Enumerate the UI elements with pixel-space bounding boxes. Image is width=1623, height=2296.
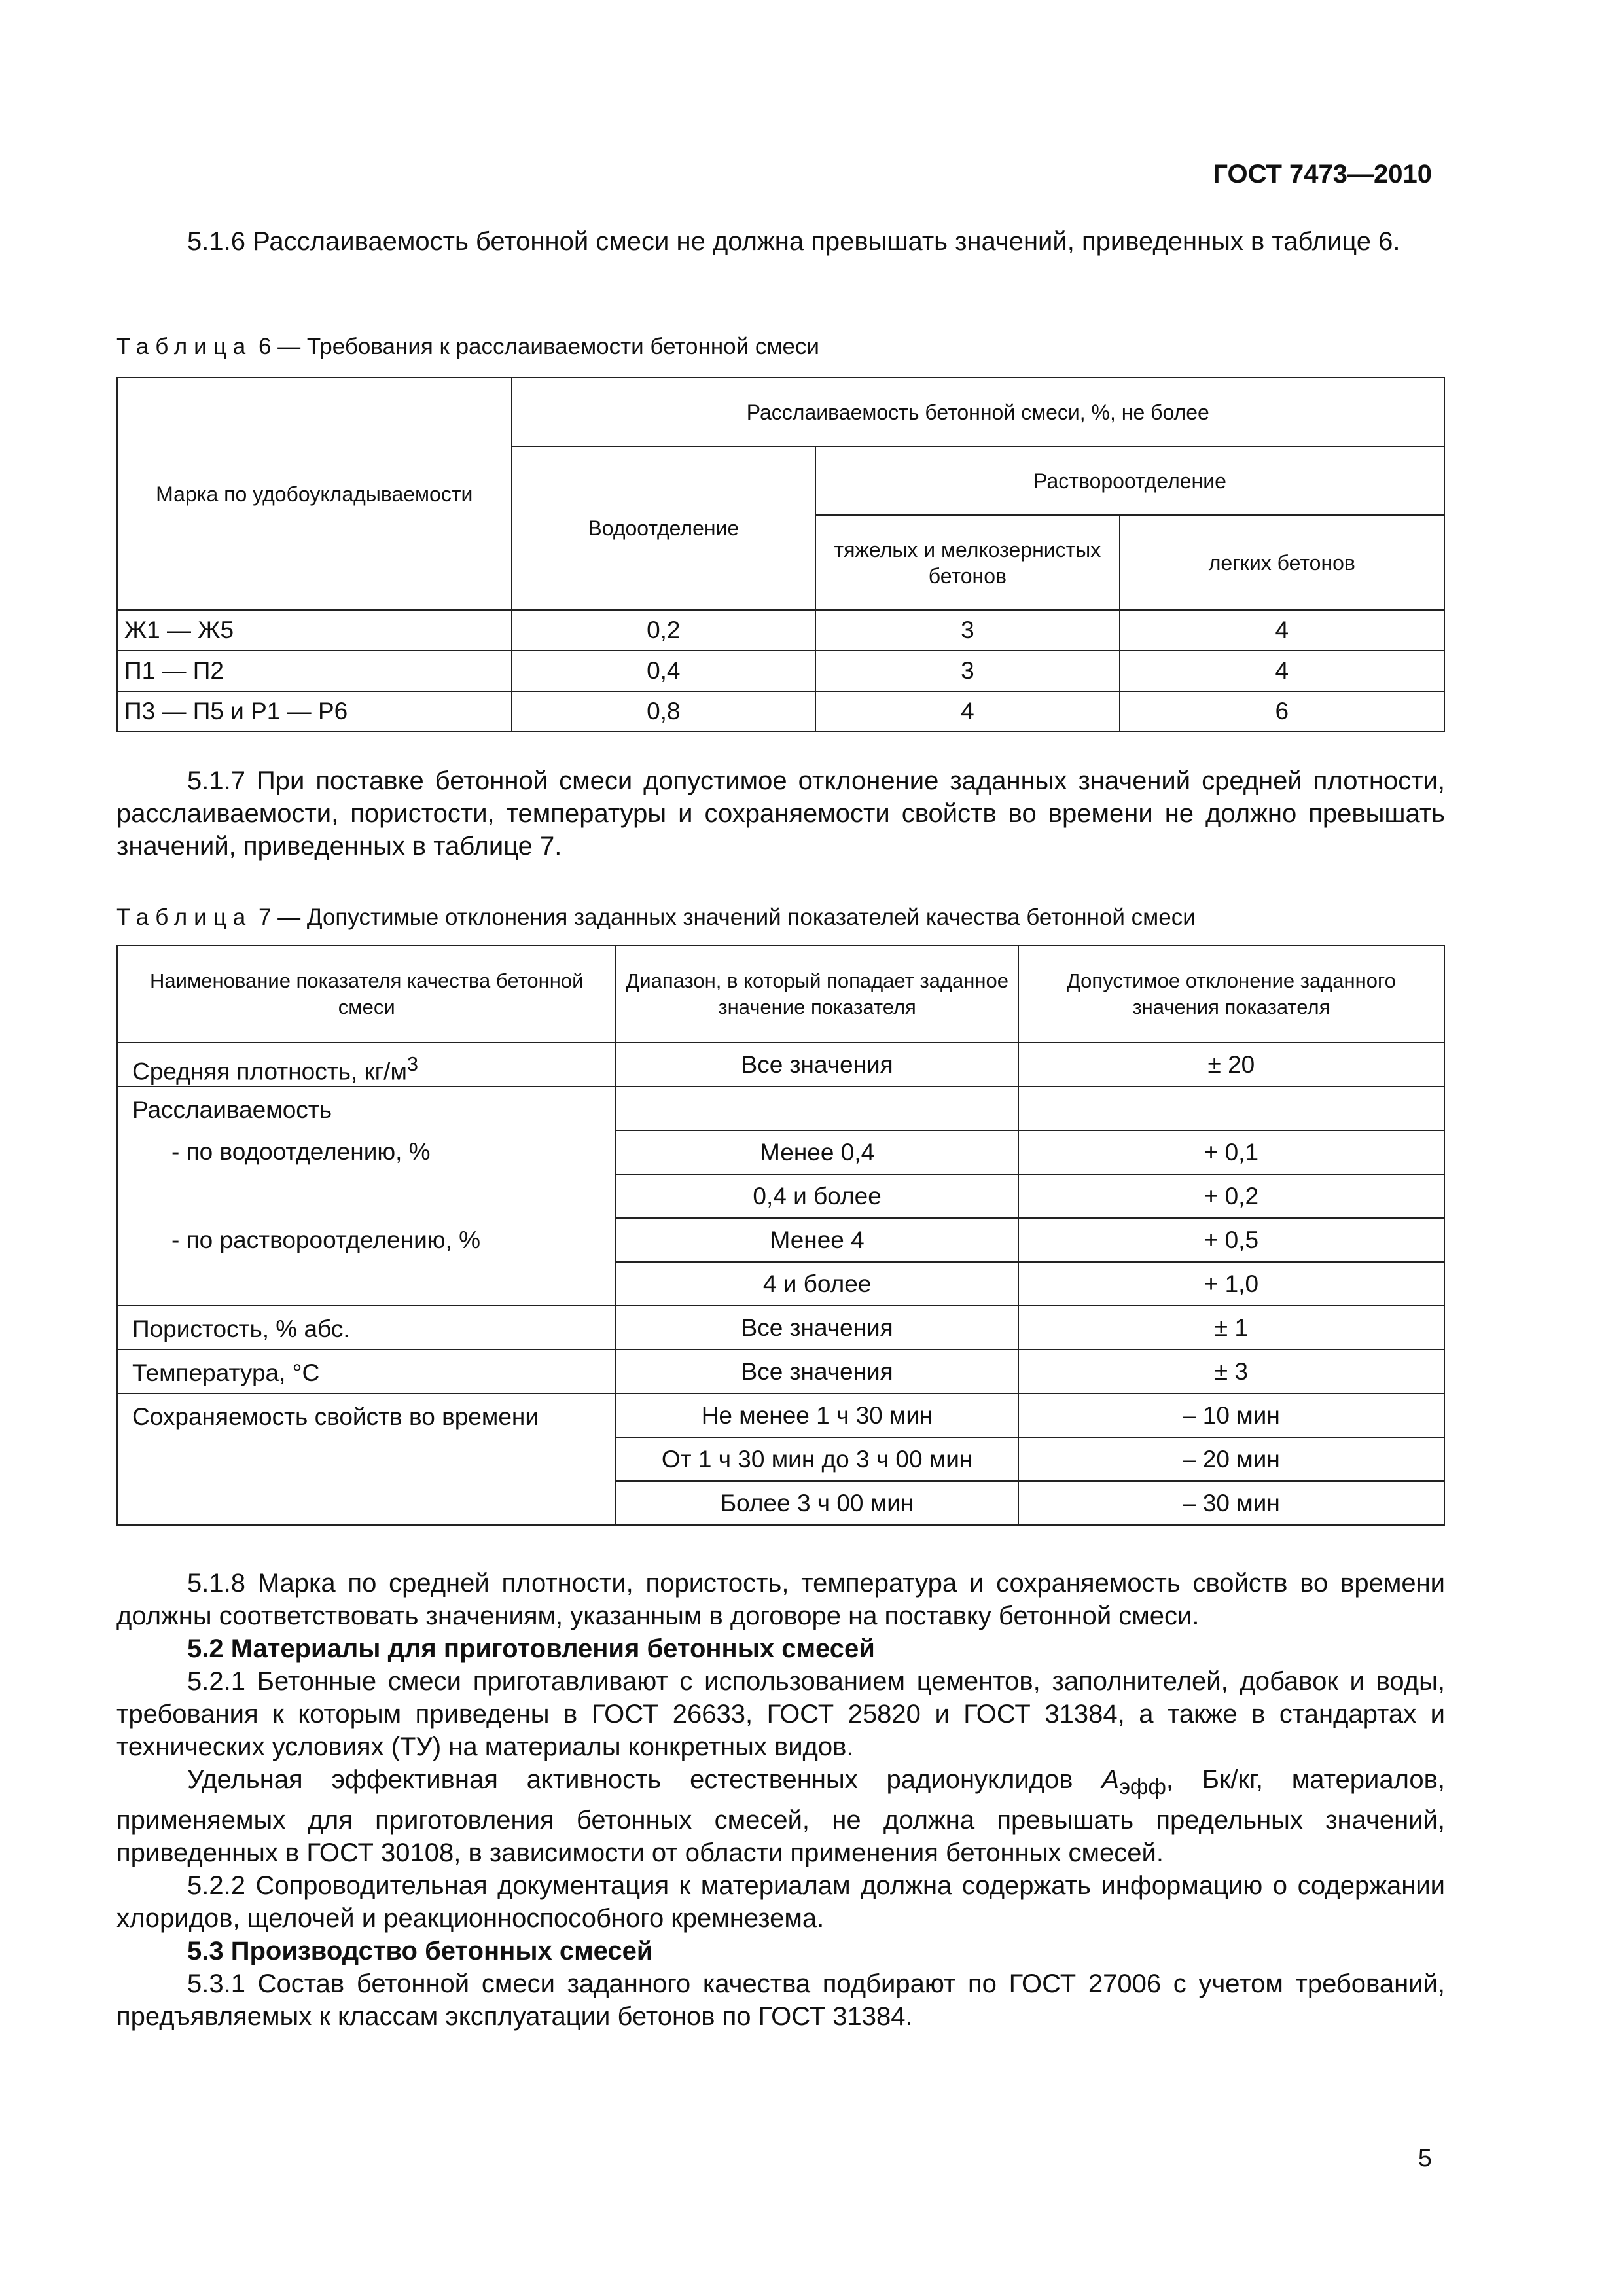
header-light-concretes: легких бетонов [1120,515,1444,610]
table-row [117,1393,1444,1437]
table-row [117,610,1444,651]
document-code: ГОСТ 7473—2010 [1213,160,1432,188]
table-6-caption [116,334,819,360]
cell-light: 4 [1120,610,1444,651]
table-6-caption-prefix: Таблица [116,334,253,359]
cell-deviation: + 0,1 [1018,1130,1444,1174]
cell-range: Более 3 ч 00 мин [616,1481,1018,1525]
paragraph-5-1-7: 5.1.7 При поставке бетонной смеси допустимое отклонение заданных значений средней плотности, расслаиваемости, пористости, температуры и сохраняемости свойств во времени не должно превышать значений, приведенных в таблице 7. [116,766,1445,861]
section-heading-5-3: 5.3 Производство бетонных смесей [187,1937,653,1965]
header-indicator-name: Наименование показателя качества бетонной смеси [117,946,616,1043]
cell-water: 0,4 [512,651,816,691]
cell-deviation: + 1,0 [1018,1262,1444,1306]
cell-deviation: + 0,5 [1018,1218,1444,1262]
cell-range: 0,4 и более [616,1174,1018,1218]
paragraph-5-1-7-block [116,764,1445,863]
paragraph-5-3-1: 5.3.1 Состав бетонной смеси заданного качества подбирают по ГОСТ 27006 с учетом требований, предъявляемых к классам эксплуатации бетонов по ГОСТ 31384. [116,1969,1445,2031]
table-row [117,1086,1444,1130]
by-mortar-label: - по раствороотделению, % [171,1227,480,1253]
cell-range: Менее 0,4 [616,1130,1018,1174]
header-heavy-concretes: тяжелых и мелкозернистых бетонов [815,515,1120,610]
header-mortar-separation: Раствороотделение [815,446,1444,515]
table-6-caption-text: 6 — Требования к расслаиваемости бетонной смеси [252,334,819,359]
cell-light: 4 [1120,651,1444,691]
paragraph-5-2-1: 5.2.1 Бетонные смеси приготавливают с использованием цементов, заполнителей, добавок и воды, требования к которым приведены в ГОСТ 26633, ГОСТ 25820 и ГОСТ 31384, а также в стандартах и технических условиях (ТУ) на материалы конкретных видов. [116,1667,1445,1761]
cell-mark: П3 — П5 и Р1 — Р6 [117,691,512,732]
header-stratification: Расслаиваемость бетонной смеси, %, не более [512,378,1444,446]
cell-deviation: ± 20 [1018,1043,1444,1086]
table-row [117,691,1444,732]
header-range: Диапазон, в который попадает заданное значение показателя [616,946,1018,1043]
cell-range: От 1 ч 30 мин до 3 ч 00 мин [616,1437,1018,1481]
cell-range: Не менее 1 ч 30 мин [616,1393,1018,1437]
page-number: 5 [1418,2145,1432,2172]
cell-deviation: + 0,2 [1018,1174,1444,1218]
table-7-caption-prefix: Таблица [116,905,253,930]
cell-heavy: 3 [815,651,1120,691]
table-7 [116,945,1445,1526]
cell-deviation: – 20 мин [1018,1437,1444,1481]
by-water-label: - по водоотделению, % [171,1138,431,1165]
cell-water: 0,8 [512,691,816,732]
table-7-caption [116,905,1196,931]
paragraph-5-1-6: 5.1.6 Расслаиваемость бетонной смеси не должна превышать значений, приведенных в таблице 6. [187,227,1400,256]
table-6 [116,377,1445,732]
table-row [117,1350,1444,1393]
paragraph-5-1-6-block [116,225,1445,258]
table-row [117,651,1444,691]
paragraph-5-2-2: 5.2.2 Сопроводительная документация к материалам должна содержать информацию о содержании хлоридов, щелочей и реакционноспособного кремнезема. [116,1871,1445,1933]
cell-range: Все значения [616,1043,1018,1086]
section-heading-5-2: 5.2 Материалы для приготовления бетонных смесей [187,1634,875,1663]
cell-range: Менее 4 [616,1218,1018,1262]
cell-deviation: – 10 мин [1018,1393,1444,1437]
cell-mark: П1 — П2 [117,651,512,691]
stratification-title: Расслаиваемость [132,1096,332,1123]
cell-deviation: ± 3 [1018,1350,1444,1393]
cell-porosity-name: Пористость, % абс. [117,1306,616,1350]
cell-range: Все значения [616,1350,1018,1393]
table-row [117,1043,1444,1086]
header-mark: Марка по удобоукладываемости [117,378,512,610]
body-text-block [116,1567,1445,2033]
header-water-separation: Водоотделение [512,446,816,610]
cell-density-name: Средняя плотность, $кг/м^3$ [117,1043,616,1086]
cell-deviation: – 30 мин [1018,1481,1444,1525]
cell-heavy: 3 [815,610,1120,651]
cell-range: 4 и более [616,1262,1018,1306]
paragraph-5-1-8: 5.1.8 Марка по средней плотности, пористость, температура и сохраняемость свойств во времени должны соответствовать значениям, указанным в договоре на поставку бетонной смеси. [116,1569,1445,1630]
cell-mark: Ж1 — Ж5 [117,610,512,651]
cell-deviation: ± 1 [1018,1306,1444,1350]
cell-deviation-empty [1018,1086,1444,1130]
cell-range: Все значения [616,1306,1018,1350]
cell-light: 6 [1120,691,1444,732]
cell-range-empty [616,1086,1018,1130]
cell-heavy: 4 [815,691,1120,732]
cell-temperature-name: Температура, °С [117,1350,616,1393]
paragraph-activity: Удельная эффективная активность естественных радионуклидов $A_{эфф}$, Бк/кг, материалов, применяемых для приготовления бетонных смесей, не должна превышать предельных значений, приведенных в ГОСТ 30108, в зависимости от области применения бетонных смесей. [116,1765,1445,1867]
table-7-caption-text: 7 — Допустимые отклонения заданных значений показателей качества бетонной смеси [252,905,1196,930]
cell-stratification-name [117,1086,616,1306]
cell-water: 0,2 [512,610,816,651]
header-deviation: Допустимое отклонение заданного значения показателя [1018,946,1444,1043]
cell-retention-name: Сохраняемость свойств во времени [117,1393,616,1525]
table-row [117,1306,1444,1350]
